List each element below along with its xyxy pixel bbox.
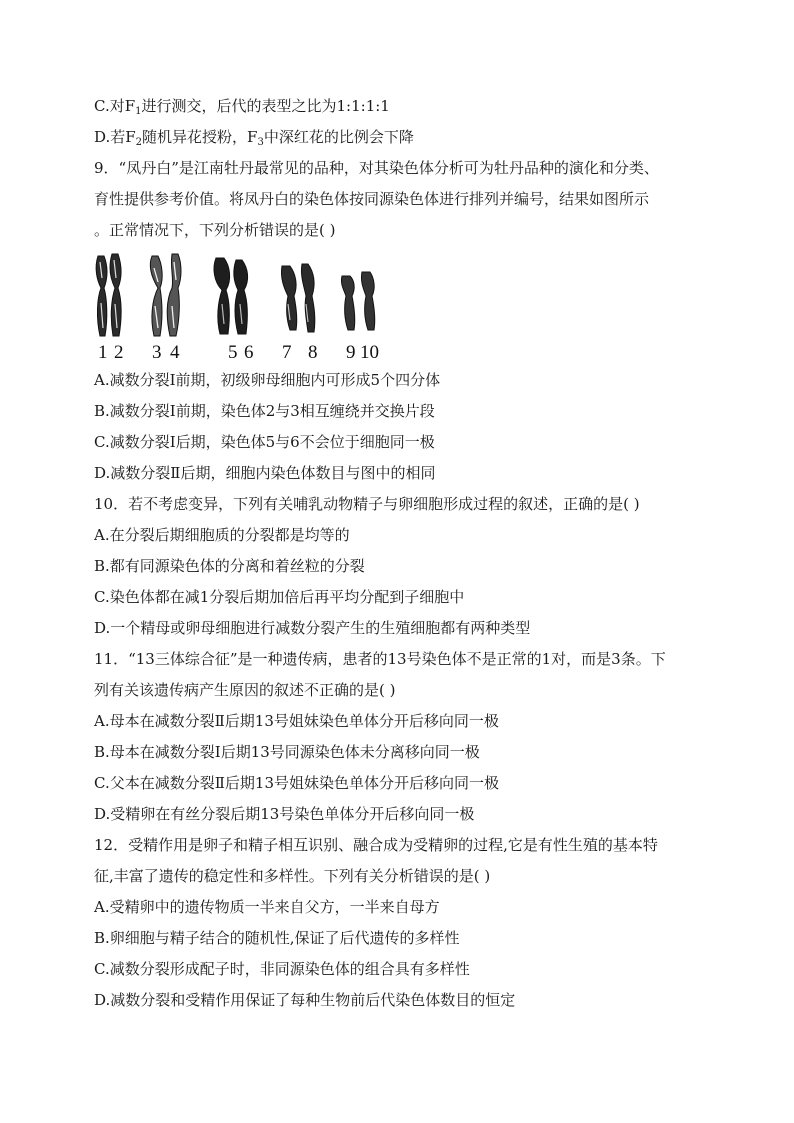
chromosome-label-9: 9 [346, 342, 356, 363]
q11-option-d: D.受精卵在有丝分裂后期13号染色单体分开后移向同一极 [94, 805, 475, 823]
q9-option-a: A.减数分裂Ⅰ前期，初级卵母细胞内可形成5个四分体 [94, 371, 441, 389]
subscript: 2 [135, 137, 143, 148]
q9-option-c: C.减数分裂Ⅰ后期，染色体5与6不会位于细胞同一极 [94, 433, 435, 451]
q8-option-d-text-mid: 随机异花授粉，F [142, 128, 258, 146]
q9-stem-line-1: 9．“凤丹白”是江南牡丹最常见的品种，对其染色体分析可为牡丹品种的演化和分类、 [94, 159, 659, 177]
chromosome-label-8: 8 [308, 342, 318, 363]
chromosome-pair-7-8 [281, 264, 314, 332]
chromosome-label-2: 2 [114, 342, 124, 363]
karyotype-image [92, 248, 402, 364]
q11-option-c: C.父本在减数分裂Ⅱ后期13号姐妹染色单体分开后移向同一极 [94, 774, 499, 792]
chromosome-label-6: 6 [244, 342, 254, 363]
q12-option-b: B.卵细胞与精子结合的随机性,保证了后代遗传的多样性 [94, 929, 460, 947]
q10-option-d: D.一个精母或卵母细胞进行减数分裂产生的生殖细胞都有两种类型 [94, 619, 531, 637]
q9-stem-line-3: 。正常情况下，下列分析错误的是( ) [94, 221, 336, 239]
q12-option-a: A.受精卵中的遗传物质一半来自父方，一半来自母方 [94, 898, 440, 916]
karyotype-figure [92, 248, 402, 364]
q12-option-c: C.减数分裂形成配子时，非同源染色体的组合具有多样性 [94, 960, 470, 978]
q11-stem-line-2: 列有关该遗传病产生原因的叙述不正确的是( ) [94, 681, 396, 699]
q9-option-d: D.减数分裂Ⅱ后期，细胞内染色体数目与图中的相同 [94, 464, 436, 482]
q12-option-d: D.减数分裂和受精作用保证了每种生物前后代染色体数目的恒定 [94, 991, 516, 1009]
chromosome-label-5: 5 [228, 342, 238, 363]
chromosome-pair-3-4 [150, 254, 181, 336]
q10-option-c: C.染色体都在减1分裂后期加倍后再平均分配到子细胞中 [94, 588, 465, 606]
chromosome-pair-5-6 [214, 258, 248, 334]
chromosome-pair-9-10 [341, 272, 374, 330]
subscript: 1 [135, 106, 142, 117]
chromosome-labels [98, 342, 379, 363]
q8-option-c [94, 96, 390, 116]
chromosome-label-7: 7 [282, 342, 292, 363]
chromosome-label-1: 1 [98, 342, 108, 363]
q11-option-b: B.母本在减数分裂Ⅰ后期13号同源染色体未分离移向同一极 [94, 743, 480, 761]
q8-option-c-text-rest: 进行测交，后代的表型之比为1:1:1:1 [141, 97, 390, 115]
q9-option-b: B.减数分裂Ⅰ前期，染色体2与3相互缠绕并交换片段 [94, 402, 435, 420]
chromosome-label-4: 4 [170, 342, 180, 363]
q8-option-d [94, 127, 414, 147]
q10-stem: 10．若不考虑变异，下列有关哺乳动物精子与卵细胞形成过程的叙述，正确的是( ) [94, 495, 640, 513]
q12-stem-line-2: 征,丰富了遗传的稳定性和多样性。下列有关分析错误的是( ) [94, 867, 491, 885]
q9-stem-line-2: 育性提供参考价值。将凤丹白的染色体按同源染色体进行排列并编号，结果如图所示 [94, 190, 650, 208]
q10-option-a: A.在分裂后期细胞质的分裂都是均等的 [94, 526, 350, 544]
chromosome-label-3: 3 [152, 342, 162, 363]
q8-option-d-text: D.若F [94, 128, 136, 146]
q10-option-b: B.都有同源染色体的分离和着丝粒的分裂 [94, 557, 365, 575]
chromosome-label-10: 10 [360, 342, 379, 363]
chromosome-pair-1-2 [96, 254, 121, 336]
subscript: 3 [257, 137, 264, 148]
q11-option-a: A.母本在减数分裂Ⅱ后期13号姐妹染色单体分开后移向同一极 [94, 712, 499, 730]
q11-stem-line-1: 11．“13三体综合征”是一种遗传病，患者的13号染色体不是正常的1对，而是3条。下 [94, 650, 666, 668]
q8-option-d-text-rest: 中深红花的比例会下降 [263, 128, 414, 146]
q12-stem-line-1: 12．受精作用是卵子和精子相互识别、融合成为受精卵的过程,它是有性生殖的基本特 [94, 836, 658, 854]
q8-option-c-text: C.对F [94, 97, 136, 115]
